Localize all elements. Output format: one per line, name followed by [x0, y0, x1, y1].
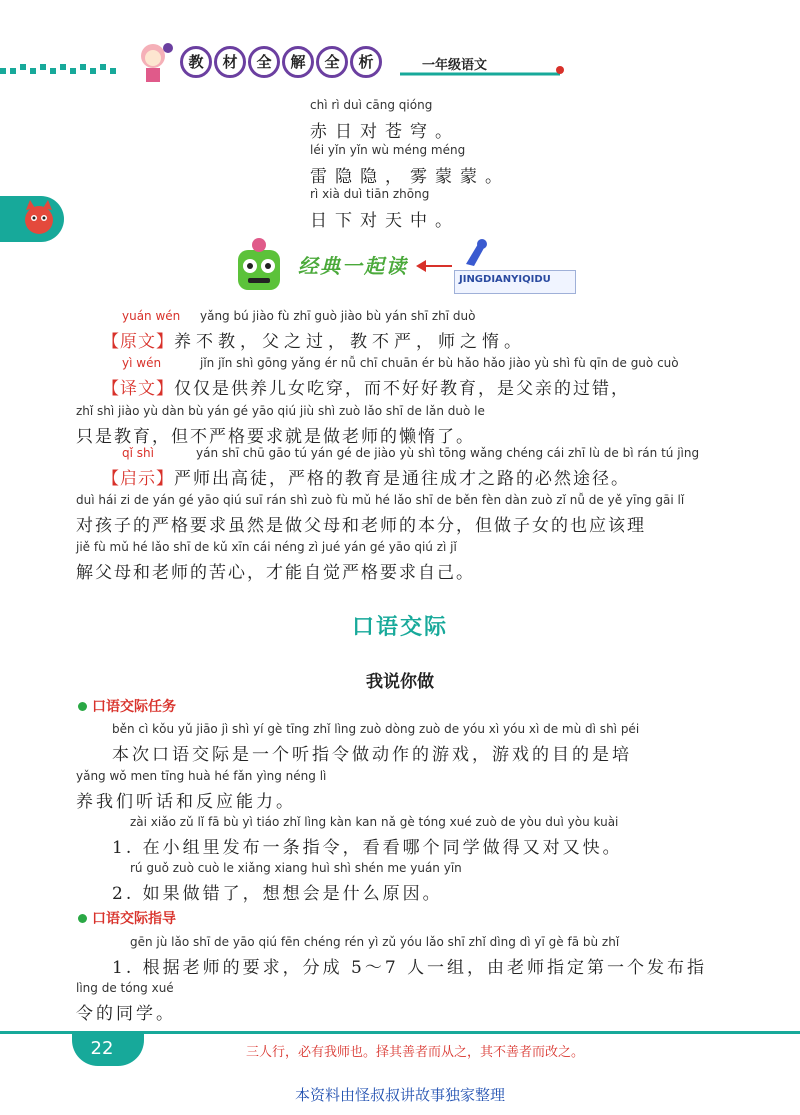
guide-text-2: 令的同学。 — [76, 1004, 176, 1024]
fox-mascot-icon — [16, 196, 62, 242]
poem-line: 日下对天中。 — [310, 211, 460, 231]
header-char: 解 — [282, 46, 314, 78]
header-band — [0, 60, 800, 80]
translation-text: 仅仅是供养儿女吃穿，而不好好教育，是父亲的过错， — [174, 379, 630, 399]
header-char: 全 — [316, 46, 348, 78]
mascot-girl — [128, 36, 178, 86]
insight-line — [102, 464, 630, 489]
translation-pinyin-2: zhǐ shì jiào yù dàn bù yán gé yāo qiú jiù shì zuò lǎo shī de lǎn duò le — [76, 404, 485, 418]
insight-text-2: 对孩子的严格要求虽然是做父母和老师的本分，但做子女的也应该理 — [76, 516, 646, 536]
original-text: 养不教，父之过，教不严，师之惰。 — [174, 332, 526, 352]
banner-subtitle-box — [454, 270, 576, 294]
page-number: 22 — [90, 1038, 114, 1059]
guide-pinyin-1: gēn jù lǎo shī de yāo qiú fēn chéng rén yì zǔ yóu lǎo shī zhǐ dìng dì yī gè fā bù zhǐ — [130, 935, 620, 949]
header-char: 析 — [350, 46, 382, 78]
classic-banner — [228, 236, 578, 298]
translation-pinyin: jǐn jǐn shì gōng yǎng ér nǚ chī chuān ér bù hǎo hǎo jiào yù shì fù qīn de guò cuò — [200, 356, 679, 370]
hand-pointer-icon — [460, 236, 496, 272]
poem-line: 赤日对苍穹。 — [310, 122, 460, 142]
original-line — [102, 327, 526, 352]
translation-pinyin-label: yì wén — [122, 356, 162, 370]
translation-line — [102, 374, 630, 399]
insight-pinyin-2: duì hái zi de yán gé yāo qiú suī rán shì zuò fù mǔ hé lǎo shī de běn fèn dàn zuò zǐ nǚ de yě yīng gāi lǐ — [76, 493, 685, 507]
arrow-icon — [416, 256, 456, 276]
insight-pinyin-label: qǐ shì — [122, 446, 154, 460]
banner-title: 经典一起读 — [298, 254, 408, 278]
poem-line: 雷隐隐，雾蒙蒙。 — [310, 167, 510, 187]
side-tab — [0, 196, 64, 242]
insight-pinyin-3: jiě fù mǔ hé lǎo shī de kǔ xīn cái néng zì jué yán gé yāo qiú zì jǐ — [76, 540, 457, 554]
task-heading — [78, 696, 176, 716]
bullet-dot-icon — [78, 914, 87, 923]
banner-subtitle: JINGDIANYIQIDU — [459, 274, 551, 285]
guide-pinyin-2: lìng de tóng xué — [76, 981, 174, 995]
guide-heading-text: 口语交际指导 — [92, 911, 176, 927]
task-text-3: 1. 在小组里发布一条指令，看看哪个同学做得又对又快。 — [112, 838, 623, 858]
footer-credit: 本资料由怪叔叔讲故事独家整理 — [294, 1086, 505, 1104]
insight-pinyin: yán shī chū gāo tú yán gé de jiào yù shì tōng wǎng chéng cái zhī lù de bì rán tú jìng — [196, 446, 700, 460]
poem-pinyin: léi yǐn yǐn wù méng méng — [310, 143, 466, 157]
original-label: 【原文】 — [102, 332, 174, 352]
insight-text-3: 解父母和老师的苦心，才能自觉严格要求自己。 — [76, 563, 475, 583]
header-char: 教 — [180, 46, 212, 78]
header-char: 全 — [248, 46, 280, 78]
poem-pinyin: chì rì duì cāng qióng — [310, 98, 433, 112]
original-pinyin-label: yuán wén — [122, 309, 181, 323]
translation-text-2: 只是教育，但不严格要求就是做老师的懒惰了。 — [76, 427, 475, 447]
bullet-dot-icon — [78, 702, 87, 711]
task-text-2: 养我们听话和反应能力。 — [76, 792, 296, 812]
task-pinyin-2: yǎng wǒ men tīng huà hé fǎn yìng néng lì — [76, 769, 327, 783]
task-text-1: 本次口语交际是一个听指令做动作的游戏，游戏的目的是培 — [112, 745, 632, 765]
original-pinyin: yǎng bú jiào fù zhī guò jiào bù yán shī zhī duò — [200, 309, 476, 323]
guide-text-1: 1. 根据老师的要求，分成 5～7 人一组，由老师指定第一个发布指 — [112, 958, 708, 978]
oral-lesson-title: 我说你做 — [366, 672, 434, 692]
monster-mascot-icon — [228, 236, 288, 298]
header-char: 材 — [214, 46, 246, 78]
translation-label: 【译文】 — [102, 379, 174, 399]
page-number-tab — [72, 1034, 144, 1066]
task-pinyin-1: běn cì kǒu yǔ jiāo jì shì yí gè tīng zhǐ lìng zuò dòng zuò de yóu xì yóu xì de mù dì shì péi — [112, 722, 640, 736]
task-pinyin-4: rú guǒ zuò cuò le xiǎng xiang huì shì shén me yuán yīn — [130, 861, 462, 875]
footer-quote: 三人行，必有我师也。择其善者而从之，其不善者而改之。 — [246, 1045, 585, 1060]
header-subtitle: 一年级语文 — [422, 58, 488, 73]
task-heading-text: 口语交际任务 — [92, 699, 176, 715]
header-title — [180, 46, 384, 78]
oral-section-title: 口语交际 — [351, 615, 448, 640]
insight-text: 严师出高徒，严格的教育是通往成才之路的必然途径。 — [174, 469, 630, 489]
poem-pinyin: rì xià duì tiān zhōng — [310, 187, 430, 201]
insight-label: 【启示】 — [102, 469, 174, 489]
header-decoration — [0, 60, 800, 84]
task-text-4: 2. 如果做错了，想想会是什么原因。 — [112, 884, 443, 904]
guide-heading — [78, 908, 176, 928]
task-pinyin-3: zài xiǎo zǔ lǐ fā bù yì tiáo zhǐ lìng kàn kan nǎ gè tóng xué zuò de yòu duì yòu kuài — [130, 815, 619, 829]
